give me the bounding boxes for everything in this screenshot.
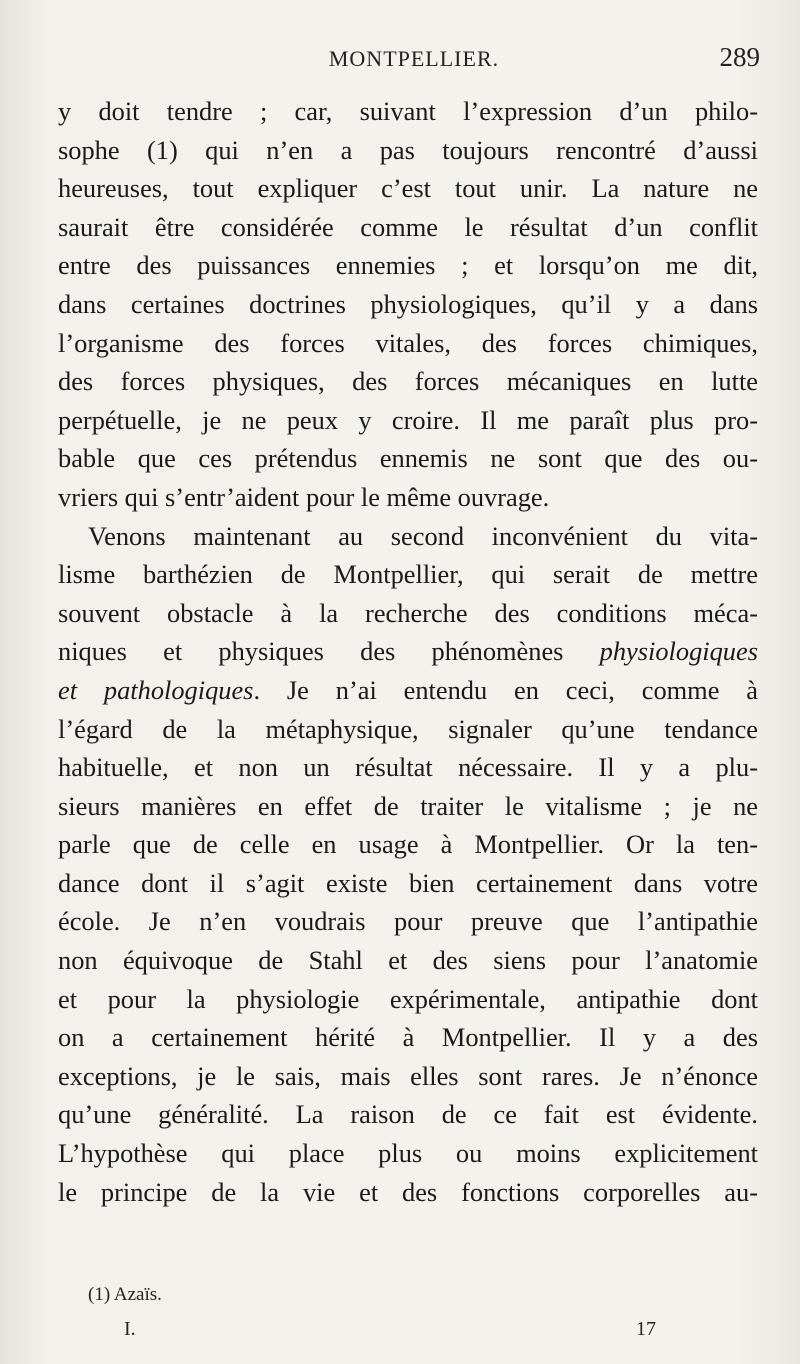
text-line: sieurs manières en effet de traiter le vitalisme ; je ne bbox=[58, 790, 758, 821]
running-head: MONTPELLIER. bbox=[328, 46, 500, 71]
text-line: bable que ces prétendus ennemis ne sont que des ou- bbox=[58, 443, 758, 474]
italic-text: et pathologiques bbox=[58, 674, 254, 705]
page-footer bbox=[0, 1318, 800, 1348]
text-line: souvent obstacle à la recherche des conditions méca- bbox=[58, 597, 758, 628]
text-line: dance dont il s’agit existe bien certainement dans votre bbox=[58, 867, 758, 898]
text-line: entre des puissances ennemies ; et lorsqu’on me dit, bbox=[58, 250, 758, 281]
text-line: école. Je n’en voudrais pour preuve que l’antipathie bbox=[58, 906, 758, 937]
text-line: heureuses, tout expliquer c’est tout unir. La nature ne bbox=[58, 173, 758, 204]
text-line: L’hypothèse qui place plus ou moins explicitement bbox=[58, 1138, 758, 1169]
text-line: Venons maintenant au second inconvénient du vita- bbox=[88, 520, 758, 551]
text-line: niques et physiques des phénomènes physiologiques bbox=[58, 636, 758, 667]
text-line: y doit tendre ; car, suivant l’expression d’un philo- bbox=[58, 96, 758, 126]
signature-mark: I. bbox=[124, 1318, 136, 1340]
italic-text: physiologiques bbox=[599, 636, 758, 667]
text-line: exceptions, je le sais, mais elles sont rares. Je n’énonce bbox=[58, 1060, 758, 1091]
text-line: l’égard de la métaphysique, signaler qu’une tendance bbox=[58, 713, 758, 744]
text-line: des forces physiques, des forces mécaniques en lutte bbox=[58, 366, 758, 397]
text-line: qu’une généralité. La raison de ce fait est évidente. bbox=[58, 1099, 758, 1130]
sheet-number: 17 bbox=[636, 1318, 656, 1340]
text-line: dans certaines doctrines physiologiques, qu’il y a dans bbox=[58, 288, 758, 319]
text-line: perpétuelle, je ne peux y croire. Il me paraît plus pro- bbox=[58, 404, 758, 435]
text-line: lisme barthézien de Montpellier, qui serait de mettre bbox=[58, 559, 758, 590]
text-line: sophe (1) qui n’en a pas toujours rencontré d’aussi bbox=[58, 134, 758, 165]
footnote: (1) Azaïs. bbox=[88, 1284, 162, 1305]
page-number: 289 bbox=[719, 42, 760, 72]
text-line: et pour la physiologie expérimentale, antipathie dont bbox=[58, 983, 758, 1014]
text-line: et pathologiques. Je n’ai entendu en ceci, comme à bbox=[58, 674, 758, 705]
text-line: on a certainement hérité à Montpellier. Il y a des bbox=[58, 1022, 758, 1053]
page-header bbox=[60, 42, 768, 82]
text-line: vriers qui s’entr’aident pour le même ouvrage. bbox=[58, 481, 550, 512]
text-line: parle que de celle en usage à Montpellier. Or la ten- bbox=[58, 829, 758, 860]
text-line: habituelle, et non un résultat nécessaire. Il y a plu- bbox=[58, 752, 758, 783]
body-text bbox=[58, 92, 758, 1211]
text-line: l’organisme des forces vitales, des forces chimiques, bbox=[58, 327, 758, 358]
text-line: non équivoque de Stahl et des siens pour l’anatomie bbox=[58, 945, 758, 976]
text-line: le principe de la vie et des fonctions corporelles au- bbox=[58, 1176, 758, 1207]
text-line: saurait être considérée comme le résultat d’un conflit bbox=[58, 211, 758, 242]
